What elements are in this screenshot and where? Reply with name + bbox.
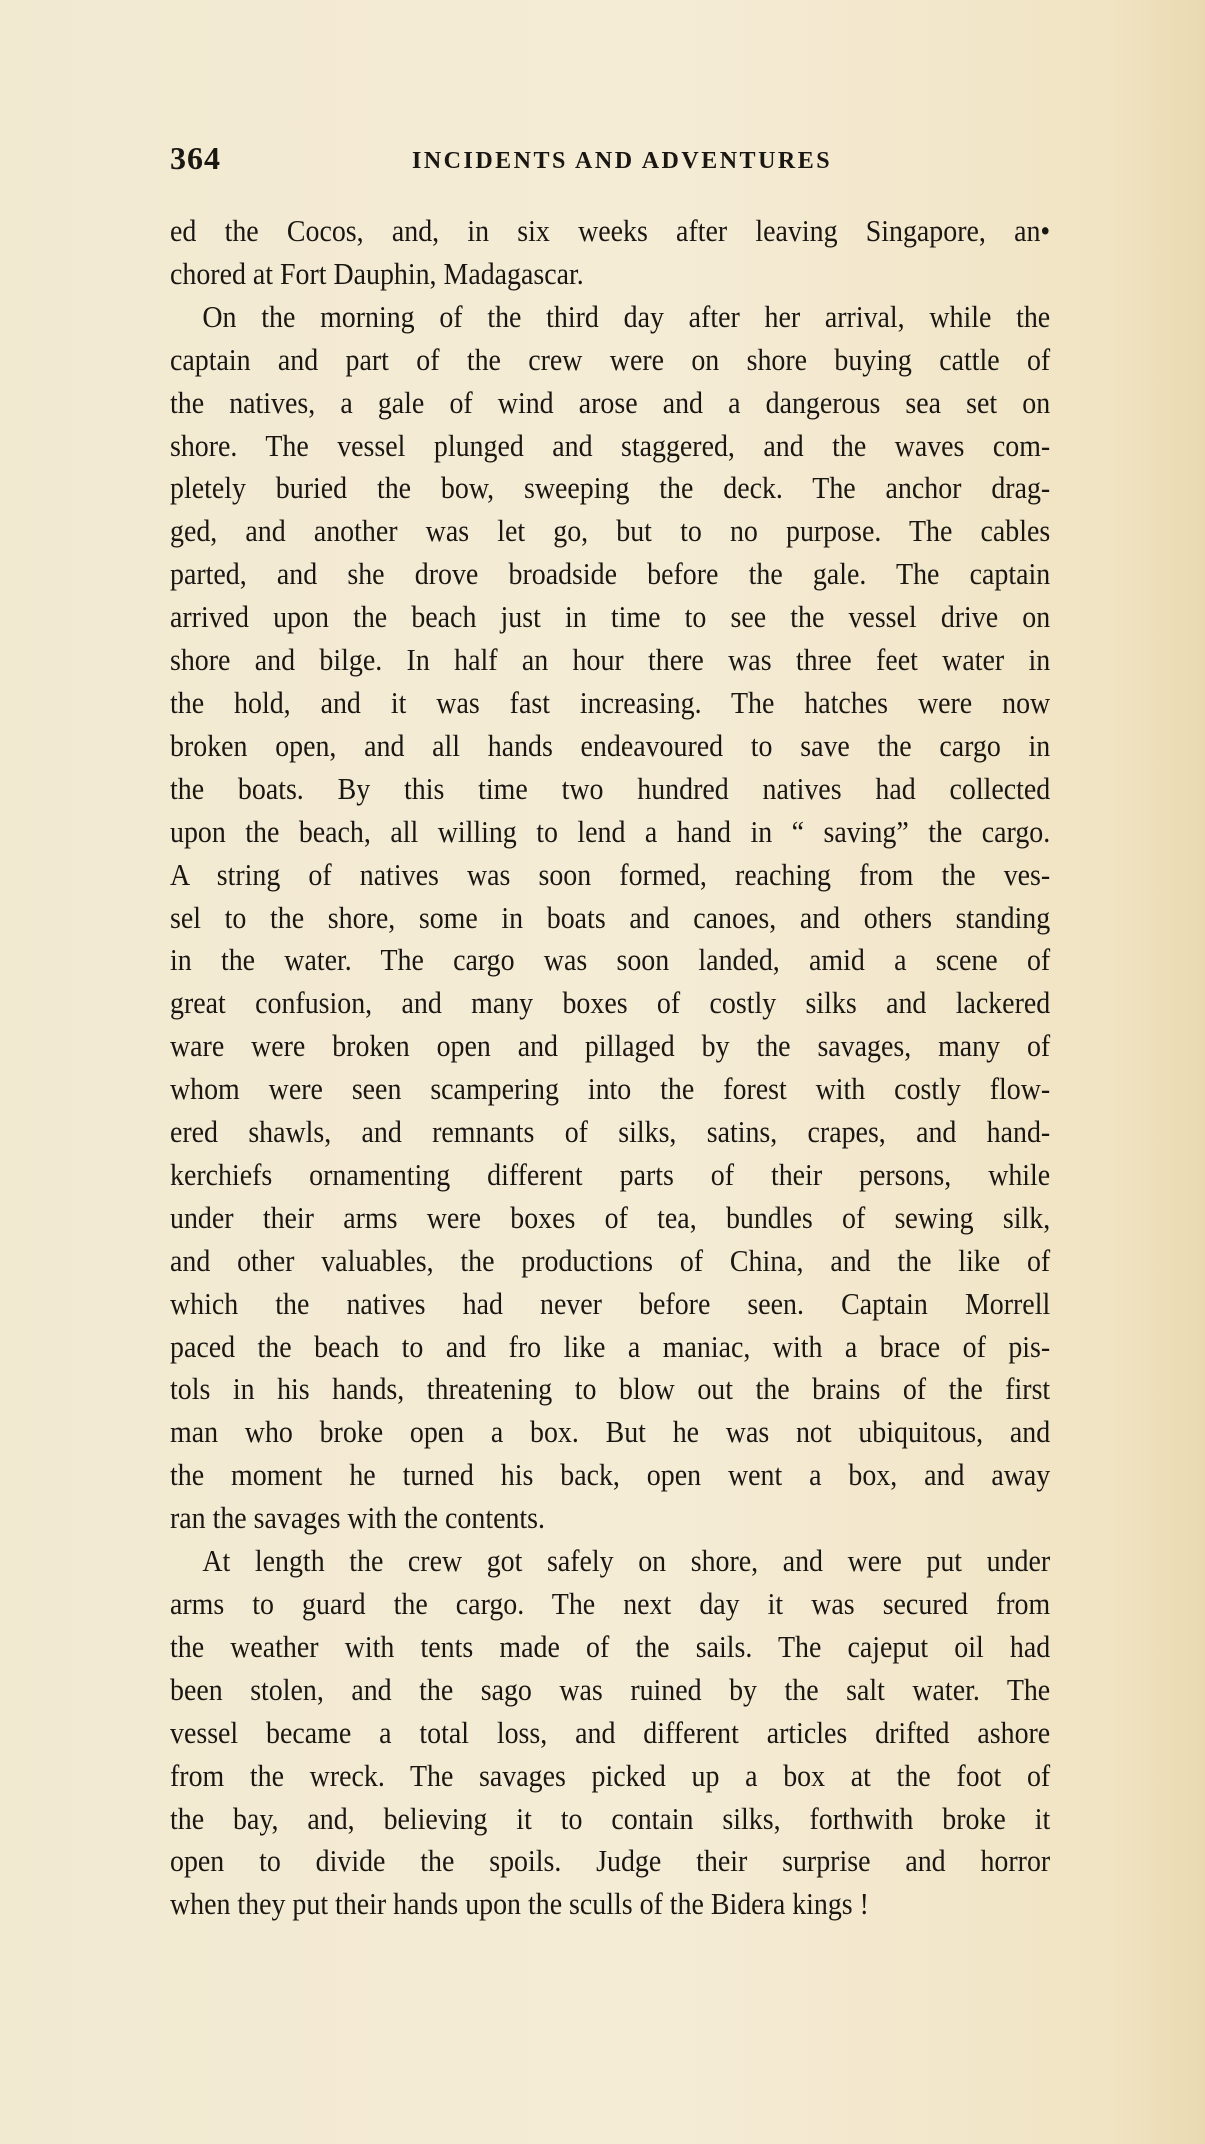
text-line: sel to the shore, some in boats and canoes, and others standing bbox=[170, 899, 1051, 935]
text-line: broken open, and all hands endeavoured to save the cargo in bbox=[170, 727, 1051, 763]
text-line: the bay, and, believing it to contain silks, forthwith broke it bbox=[170, 1800, 1051, 1836]
page-number: 364 bbox=[170, 140, 221, 176]
text-line: great confusion, and many boxes of costly silks and lackered bbox=[170, 985, 1051, 1021]
text-line: On the morning of the third day after her arrival, while the bbox=[202, 298, 1051, 334]
text-line: when they put their hands upon the sculls of the Bidera kings ! bbox=[170, 1886, 869, 1922]
text-line: the weather with tents made of the sails. The cajeput oil had bbox=[170, 1628, 1051, 1664]
page-header bbox=[170, 140, 1000, 180]
text-line: man who broke open a box. But he was not ubiquitous, and bbox=[170, 1414, 1051, 1450]
text-line: tols in his hands, threatening to blow out the brains of the first bbox=[170, 1371, 1051, 1407]
text-line: chored at Fort Dauphin, Madagascar. bbox=[170, 255, 584, 291]
text-line: shore. The vessel plunged and staggered, and the waves com- bbox=[170, 427, 1051, 463]
text-line: the natives, a gale of wind arose and a dangerous sea set on bbox=[170, 384, 1051, 420]
text-line: arms to guard the cargo. The next day it was secured from bbox=[170, 1586, 1051, 1621]
text-line: shore and bilge. In half an hour there was three feet water in bbox=[170, 642, 1051, 678]
text-line: kerchiefs ornamenting different parts of their persons, while bbox=[170, 1156, 1051, 1192]
text-line: which the natives had never before seen. Captain Morrell bbox=[170, 1285, 1051, 1321]
text-line: At length the crew got safely on shore, and were put under bbox=[202, 1543, 1051, 1579]
text-line: captain and part of the crew were on shore buying cattle of bbox=[170, 341, 1051, 377]
text-line: paced the beach to and fro like a maniac, with a brace of pis- bbox=[170, 1328, 1051, 1364]
body-text bbox=[170, 210, 1050, 1926]
text-line: A string of natives was soon formed, reaching from the ves- bbox=[170, 856, 1051, 892]
text-line: the moment he turned his back, open went a box, and away bbox=[170, 1457, 1051, 1493]
text-line: and other valuables, the productions of China, and the like of bbox=[170, 1242, 1051, 1278]
text-line: parted, and she drove broadside before the gale. The captain bbox=[170, 556, 1051, 592]
running-head: INCIDENTS AND ADVENTURES bbox=[412, 148, 833, 174]
text-line: the hold, and it was fast increasing. The hatches were now bbox=[170, 684, 1051, 720]
text-line: arrived upon the beach just in time to see the vessel drive on bbox=[170, 599, 1051, 635]
text-line: pletely buried the bow, sweeping the deck. The anchor drag- bbox=[170, 470, 1051, 506]
text-line: the boats. By this time two hundred natives had collected bbox=[170, 770, 1051, 806]
text-line: ran the savages with the contents. bbox=[170, 1500, 545, 1536]
text-line: vessel became a total loss, and different articles drifted ashore bbox=[170, 1714, 1051, 1750]
text-line: ware were broken open and pillaged by the savages, many of bbox=[170, 1028, 1051, 1064]
text-line: ged, and another was let go, but to no purpose. The cables bbox=[170, 513, 1051, 549]
text-line: under their arms were boxes of tea, bundles of sewing silk, bbox=[170, 1199, 1051, 1235]
text-line: from the wreck. The savages picked up a box at the foot of bbox=[170, 1757, 1051, 1793]
text-line: been stolen, and the sago was ruined by the salt water. The bbox=[170, 1671, 1051, 1707]
text-line: ed the Cocos, and, in six weeks after leaving Singapore, an• bbox=[170, 213, 1051, 248]
text-line: upon the beach, all willing to lend a hand in “ saving” the cargo. bbox=[170, 813, 1051, 849]
text-line: ered shawls, and remnants of silks, satins, crapes, and hand- bbox=[170, 1114, 1051, 1150]
text-line: in the water. The cargo was soon landed, amid a scene of bbox=[170, 942, 1051, 978]
text-line: open to divide the spoils. Judge their surprise and horror bbox=[170, 1843, 1051, 1879]
text-line: whom were seen scampering into the forest with costly flow- bbox=[170, 1071, 1051, 1107]
